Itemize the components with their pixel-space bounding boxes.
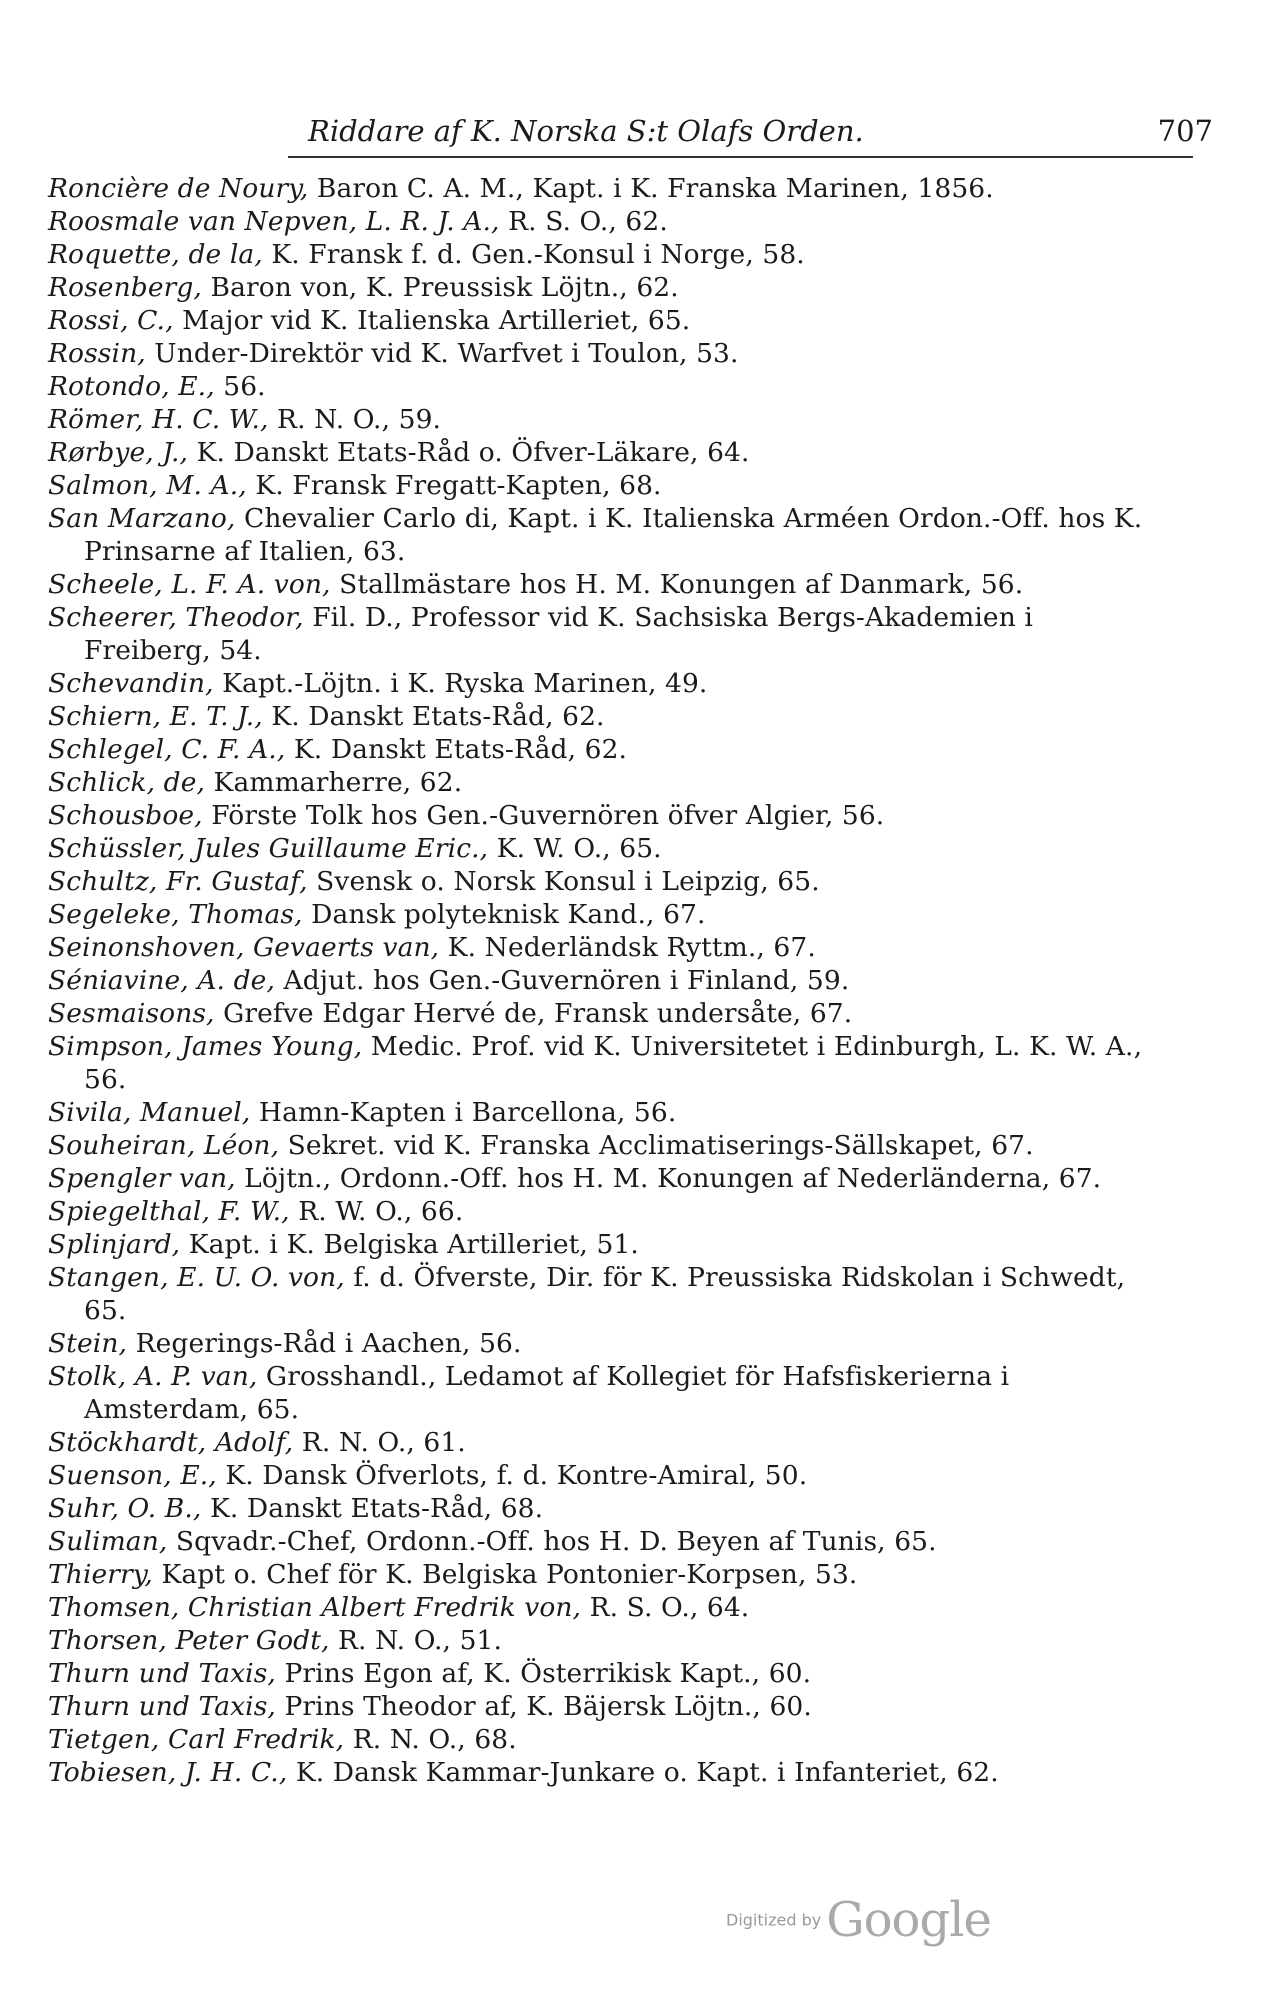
entry [48,1624,1158,1657]
entry-text: Adjut. hos Gen.-Guvernören i Finland, 59. [274,965,850,996]
entry [48,1162,1158,1195]
entry-text: R. W. O., 66. [289,1196,464,1227]
entry-text: Under-Direktör vid K. Warfvet i Toulon, 53. [145,338,739,369]
entry-text: Chevalier Carlo di, Kapt. i K. Italienska Arméen Ordon.-Off. hos K. Prinsarne af Italien, 63. [84,503,1143,567]
entry [48,1459,1158,1492]
entry-name: Thierry, [48,1559,153,1590]
entry-name: Sesmaisons, [48,998,215,1029]
entry [48,436,1158,469]
entry-text: K. Dansk Öfverlots, f. d. Kontre-Amiral, 50. [216,1460,808,1491]
entry [48,238,1158,271]
entry [48,1195,1158,1228]
entry-text: R. N. O., 68. [344,1724,517,1755]
entry-name: San Marzano, [48,503,236,534]
entry-text: Stallmästare hos H. M. Konungen af Danmark, 56. [330,569,1024,600]
entry [48,1525,1158,1558]
entry-text: Dansk polyteknisk Kand., 67. [302,899,706,930]
entry-name: Thomsen, Christian Albert Fredrik von, [48,1592,582,1623]
entry-name: Schlegel, C. F. A., [48,734,286,765]
entry-text: Major vid K. Italienska Artilleriet, 65. [173,305,691,336]
entry-text: K. Fransk Fregatt-Kapten, 68. [246,470,662,501]
entry-name: Thorsen, Peter Godt, [48,1625,330,1656]
entry-name: Segeleke, Thomas, [48,899,303,930]
page [48,112,1213,1789]
entry [48,1030,1158,1096]
entry-text: R. S. O., 62. [499,206,668,237]
entry-text: Sekret. vid K. Franska Acclimatiserings-Sällskapet, 67. [279,1130,1034,1161]
entry-name: Tobiesen, J. H. C., [48,1757,288,1788]
entry-name: Rossi, C., [48,305,174,336]
entry-text: Baron C. A. M., Kapt. i K. Franska Marinen, 1856. [308,173,994,204]
entry-name: Römer, H. C. W., [48,404,269,435]
entry-name: Souheiran, Léon, [48,1130,280,1161]
entry-name: Suhr, O. B., [48,1493,202,1524]
entry-name: Tietgen, Carl Fredrik, [48,1724,345,1755]
entry [48,172,1158,205]
entry [48,799,1158,832]
entry [48,1558,1158,1591]
entry-name: Salmon, M. A., [48,470,247,501]
entry [48,271,1158,304]
entry-text: K. Nederländsk Ryttm., 67. [439,932,816,963]
entry-text: K. Dansk Kammar-Junkare o. Kapt. i Infanteriet, 62. [287,1757,999,1788]
entry [48,766,1158,799]
entry-text: Prins Egon af, K. Österrikisk Kapt., 60. [275,1658,812,1689]
entry-text: R. N. O., 59. [268,404,442,435]
entry [48,601,1158,667]
entry-name: Thurn und Taxis, [48,1658,276,1689]
entry-name: Schiern, E. T. J., [48,701,263,732]
entry-text: K. Danskt Etats-Råd, 68. [201,1493,544,1524]
entry [48,733,1158,766]
entry-name: Stolk, A. P. van, [48,1361,258,1392]
entry-name: Rossin, [48,338,146,369]
entry-text: Regerings-Råd i Aachen, 56. [127,1328,522,1359]
entry-name: Schousboe, [48,800,203,831]
entry-text: Baron von, K. Preussisk Löjtn., 62. [201,272,679,303]
entry-name: Scheele, L. F. A. von, [48,569,331,600]
entry [48,403,1158,436]
entry-text: R. N. O., 51. [329,1625,503,1656]
entry-text: Förste Tolk hos Gen.-Guvernören öfver Algier, 56. [202,800,885,831]
entry-name: Stein, [48,1328,128,1359]
entry-list [48,172,1158,1789]
entry [48,205,1158,238]
google-logo: Google [826,1892,991,1948]
entry-text: K. Danskt Etats-Råd, 62. [285,734,628,765]
entry [48,700,1158,733]
entry-name: Roosmale van Nepven, L. R. J. A., [48,206,500,237]
entry-name: Sivila, Manuel, [48,1097,251,1128]
entry [48,1657,1158,1690]
entry-name: Rørbye, J., [48,437,189,468]
entry [48,1690,1158,1723]
entry [48,832,1158,865]
entry-name: Roquette, de la, [48,239,263,270]
entry-text: Grosshandl., Ledamot af Kollegiet för Hafsfiskerierna i Amsterdam, 65. [84,1361,1010,1425]
entry-name: Spiegelthal, F. W., [48,1196,290,1227]
entry [48,964,1158,997]
entry-name: Splinjard, [48,1229,181,1260]
entry [48,1327,1158,1360]
entry [48,370,1158,403]
entry-text: K. W. O., 65. [488,833,662,864]
entry-name: Thurn und Taxis, [48,1691,276,1722]
entry-text: Medic. Prof. vid K. Universitetet i Edinburgh, L. K. W. A., 56. [84,1031,1143,1095]
entry-text: R. N. O., 61. [293,1427,466,1458]
entry-name: Roncière de Noury, [48,173,309,204]
entry-name: Séniavine, A. de, [48,965,275,996]
entry [48,1261,1158,1327]
entry-text: K. Danskt Etats-Råd o. Öfver-Läkare, 64. [188,437,750,468]
entry [48,1591,1158,1624]
page-number: 707 [1157,114,1213,148]
entry [48,1360,1158,1426]
entry-text: 56. [214,371,266,402]
entry-name: Schüssler, Jules Guillaume Eric., [48,833,489,864]
entry-text: Löjtn., Ordonn.-Off. hos H. M. Konungen af Nederländerna, 67. [235,1163,1102,1194]
entry [48,337,1158,370]
running-header [288,112,1213,158]
entry-text: Kapt. i K. Belgiska Artilleriet, 51. [180,1229,639,1260]
entry-name: Rotondo, E., [48,371,215,402]
entry [48,997,1158,1030]
entry-text: Svensk o. Norsk Konsul i Leipzig, 65. [307,866,820,897]
entry-text: Kapt o. Chef för K. Belgiska Pontonier-Korpsen, 53. [152,1559,858,1590]
entry [48,1723,1158,1756]
entry-name: Suenson, E., [48,1460,217,1491]
entry-name: Spengler van, [48,1163,236,1194]
entry [48,502,1158,568]
entry [48,1492,1158,1525]
digitized-watermark [726,1892,991,1948]
entry [48,1756,1158,1789]
entry-text: Sqvadr.-Chef, Ordonn.-Off. hos H. D. Beyen af Tunis, 65. [167,1526,937,1557]
entry [48,865,1158,898]
entry-text: f. d. Öfverste, Dir. för K. Preussiska Ridskolan i Schwedt, 65. [84,1262,1126,1326]
entry [48,1096,1158,1129]
entry [48,469,1158,502]
entry-text: Grefve Edgar Hervé de, Fransk undersåte, 67. [214,998,853,1029]
entry-name: Simpson, James Young, [48,1031,363,1062]
entry [48,1426,1158,1459]
entry-name: Stangen, E. U. O. von, [48,1262,345,1293]
entry [48,1129,1158,1162]
entry-text: K. Danskt Etats-Råd, 62. [262,701,605,732]
entry-name: Schultz, Fr. Gustaf, [48,866,308,897]
entry [48,931,1158,964]
header-title: Riddare af K. Norska S:t Olafs Orden. [308,114,864,148]
entry-name: Rosenberg, [48,272,202,303]
entry [48,568,1158,601]
entry-name: Scheerer, Theodor, [48,602,304,633]
entry-text: Hamn-Kapten i Barcellona, 56. [250,1097,677,1128]
entry [48,304,1158,337]
entry-text: K. Fransk f. d. Gen.-Konsul i Norge, 58. [262,239,805,270]
entry-text: Kammarherre, 62. [205,767,463,798]
entry [48,667,1158,700]
digitized-by-text: Digitized by [726,1910,822,1930]
entry-name: Stöckhardt, Adolf, [48,1427,294,1458]
entry-text: R. S. O., 64. [581,1592,750,1623]
entry-name: Suliman, [48,1526,168,1557]
entry-name: Seinonshoven, Gevaerts van, [48,932,440,963]
entry-text: Fil. D., Professor vid K. Sachsiska Bergs-Akademien i Freiberg, 54. [84,602,1033,666]
entry-name: Schlick, de, [48,767,206,798]
entry [48,898,1158,931]
entry-text: Prins Theodor af, K. Bäjersk Löjtn., 60. [275,1691,812,1722]
entry [48,1228,1158,1261]
entry-name: Schevandin, [48,668,214,699]
entry-text: Kapt.-Löjtn. i K. Ryska Marinen, 49. [213,668,708,699]
